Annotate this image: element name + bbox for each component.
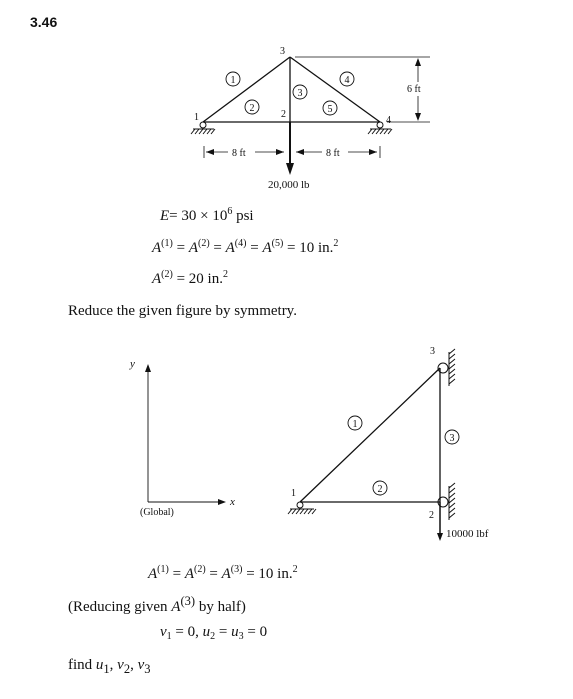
global-label: (Global) bbox=[140, 507, 174, 518]
element-label: 2 bbox=[249, 103, 255, 114]
load-arrow bbox=[437, 502, 443, 541]
node-label: 4 bbox=[386, 115, 391, 126]
axis-y-label: y bbox=[130, 358, 135, 370]
element-label: 3 bbox=[297, 88, 303, 99]
element-label: 3 bbox=[449, 433, 455, 444]
element-label: 1 bbox=[352, 419, 358, 430]
span-dimension bbox=[204, 146, 380, 158]
find-statement: find $u_1$, $v_2$, $v_3$ bbox=[68, 657, 151, 676]
span-left-label: 8 ft bbox=[232, 148, 246, 159]
reduced-areas-equation: $A^{(1)} = A^{(2)} = A^{(3)} = 10$ in.$^2$ bbox=[148, 564, 298, 582]
member-1-3 bbox=[203, 57, 290, 122]
load-arrow bbox=[286, 122, 294, 175]
height-dim-label: 6 ft bbox=[407, 84, 421, 95]
member-1-3 bbox=[300, 368, 440, 502]
span-right-label: 8 ft bbox=[326, 148, 340, 159]
element-label: 5 bbox=[327, 104, 333, 115]
axis-x-label: x bbox=[230, 496, 235, 508]
node-label: 1 bbox=[194, 112, 199, 123]
modulus-equation: $E= 30 \times 10^6$ psi bbox=[160, 206, 254, 224]
node-label: 3 bbox=[430, 346, 435, 357]
element-label: 1 bbox=[230, 75, 236, 86]
area2-equation: $A^{(2)} = 20$ in.$^2$ bbox=[152, 269, 228, 287]
node-label: 3 bbox=[280, 46, 285, 57]
element-label: 4 bbox=[344, 75, 350, 86]
pin-support-1 bbox=[288, 502, 316, 514]
areas-equation: $A^{(1)} = A^{(2)} = A^{(4)} = A^{(5)} = 10$ in.$^2$ bbox=[152, 238, 339, 256]
load-label: 10000 lbf bbox=[446, 528, 489, 540]
node-label: 2 bbox=[281, 109, 286, 120]
node-label: 1 bbox=[291, 488, 296, 499]
truss-figure-full bbox=[0, 0, 573, 200]
problem-number: 3.46 bbox=[30, 14, 58, 30]
truss-figure-reduced bbox=[0, 330, 573, 560]
element-label: 2 bbox=[377, 484, 383, 495]
reduced-area-note: (Reducing given $A^{(3)}$ by half) bbox=[68, 594, 246, 615]
node-label: 2 bbox=[429, 510, 434, 521]
boundary-conditions: $v_1 = 0$, $u_2 = u_3 = 0$ bbox=[160, 624, 268, 642]
global-axes bbox=[145, 364, 226, 505]
load-label: 20,000 lb bbox=[268, 179, 310, 191]
pin-support-1 bbox=[191, 122, 215, 134]
symmetry-instruction: Reduce the given figure by symmetry. bbox=[68, 303, 297, 319]
